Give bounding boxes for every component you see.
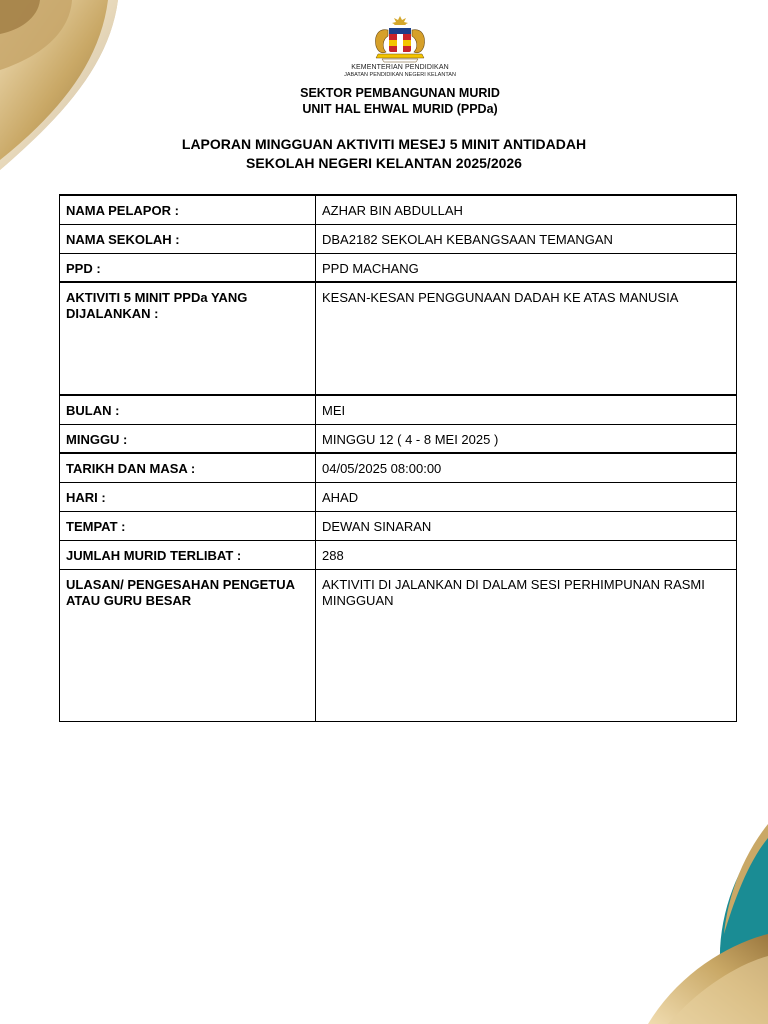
report-table bbox=[59, 194, 737, 722]
table-row bbox=[60, 395, 737, 424]
sector-title: SEKTOR PEMBANGUNAN MURID bbox=[300, 86, 500, 100]
malaysia-coat-of-arms-emblem bbox=[364, 14, 436, 66]
table-row bbox=[60, 569, 737, 721]
table-row bbox=[60, 540, 737, 569]
field-value: MEI bbox=[316, 395, 737, 424]
table-row bbox=[60, 511, 737, 540]
department-name: JABATAN PENDIDIKAN NEGERI KELANTAN bbox=[344, 72, 456, 78]
table-row bbox=[60, 195, 737, 224]
table-row bbox=[60, 253, 737, 282]
field-value: AHAD bbox=[316, 482, 737, 511]
field-value: 288 bbox=[316, 540, 737, 569]
field-label: PPD : bbox=[60, 253, 316, 282]
field-value: AZHAR BIN ABDULLAH bbox=[316, 195, 737, 224]
field-value: PPD MACHANG bbox=[316, 253, 737, 282]
field-label: AKTIVITI 5 MINIT PPDa YANG DIJALANKAN : bbox=[60, 282, 316, 395]
field-value: KESAN-KESAN PENGGUNAAN DADAH KE ATAS MANUSIA bbox=[316, 282, 737, 395]
ministry-name: KEMENTERIAN PENDIDIKAN bbox=[351, 64, 449, 71]
field-label: JUMLAH MURID TERLIBAT : bbox=[60, 540, 316, 569]
table-row bbox=[60, 453, 737, 482]
unit-title: UNIT HAL EHWAL MURID (PPDa) bbox=[302, 102, 498, 116]
field-value: DBA2182 SEKOLAH KEBANGSAAN TEMANGAN bbox=[316, 224, 737, 253]
field-label: TEMPAT : bbox=[60, 511, 316, 540]
gold-teal-wave-decoration-bottom bbox=[648, 824, 768, 1024]
report-title-line2: SEKOLAH NEGERI KELANTAN 2025/2026 bbox=[246, 155, 522, 171]
field-label: MINGGU : bbox=[60, 424, 316, 453]
table-row bbox=[60, 482, 737, 511]
field-value: MINGGU 12 ( 4 - 8 MEI 2025 ) bbox=[316, 424, 737, 453]
field-label: ULASAN/ PENGESAHAN PENGETUA ATAU GURU BESAR bbox=[60, 569, 316, 721]
field-value: DEWAN SINARAN bbox=[316, 511, 737, 540]
table-row bbox=[60, 224, 737, 253]
field-value: 04/05/2025 08:00:00 bbox=[316, 453, 737, 482]
field-label: NAMA SEKOLAH : bbox=[60, 224, 316, 253]
field-label: BULAN : bbox=[60, 395, 316, 424]
table-row bbox=[60, 424, 737, 453]
field-label: TARIKH DAN MASA : bbox=[60, 453, 316, 482]
table-row bbox=[60, 282, 737, 395]
field-value: AKTIVITI DI JALANKAN DI DALAM SESI PERHIMPUNAN RASMI MINGGUAN bbox=[316, 569, 737, 721]
field-label: NAMA PELAPOR : bbox=[60, 195, 316, 224]
field-label: HARI : bbox=[60, 482, 316, 511]
gold-wave-decoration-top bbox=[0, 0, 130, 180]
report-title-line1: LAPORAN MINGGUAN AKTIVITI MESEJ 5 MINIT ANTIDADAH bbox=[181, 136, 587, 152]
